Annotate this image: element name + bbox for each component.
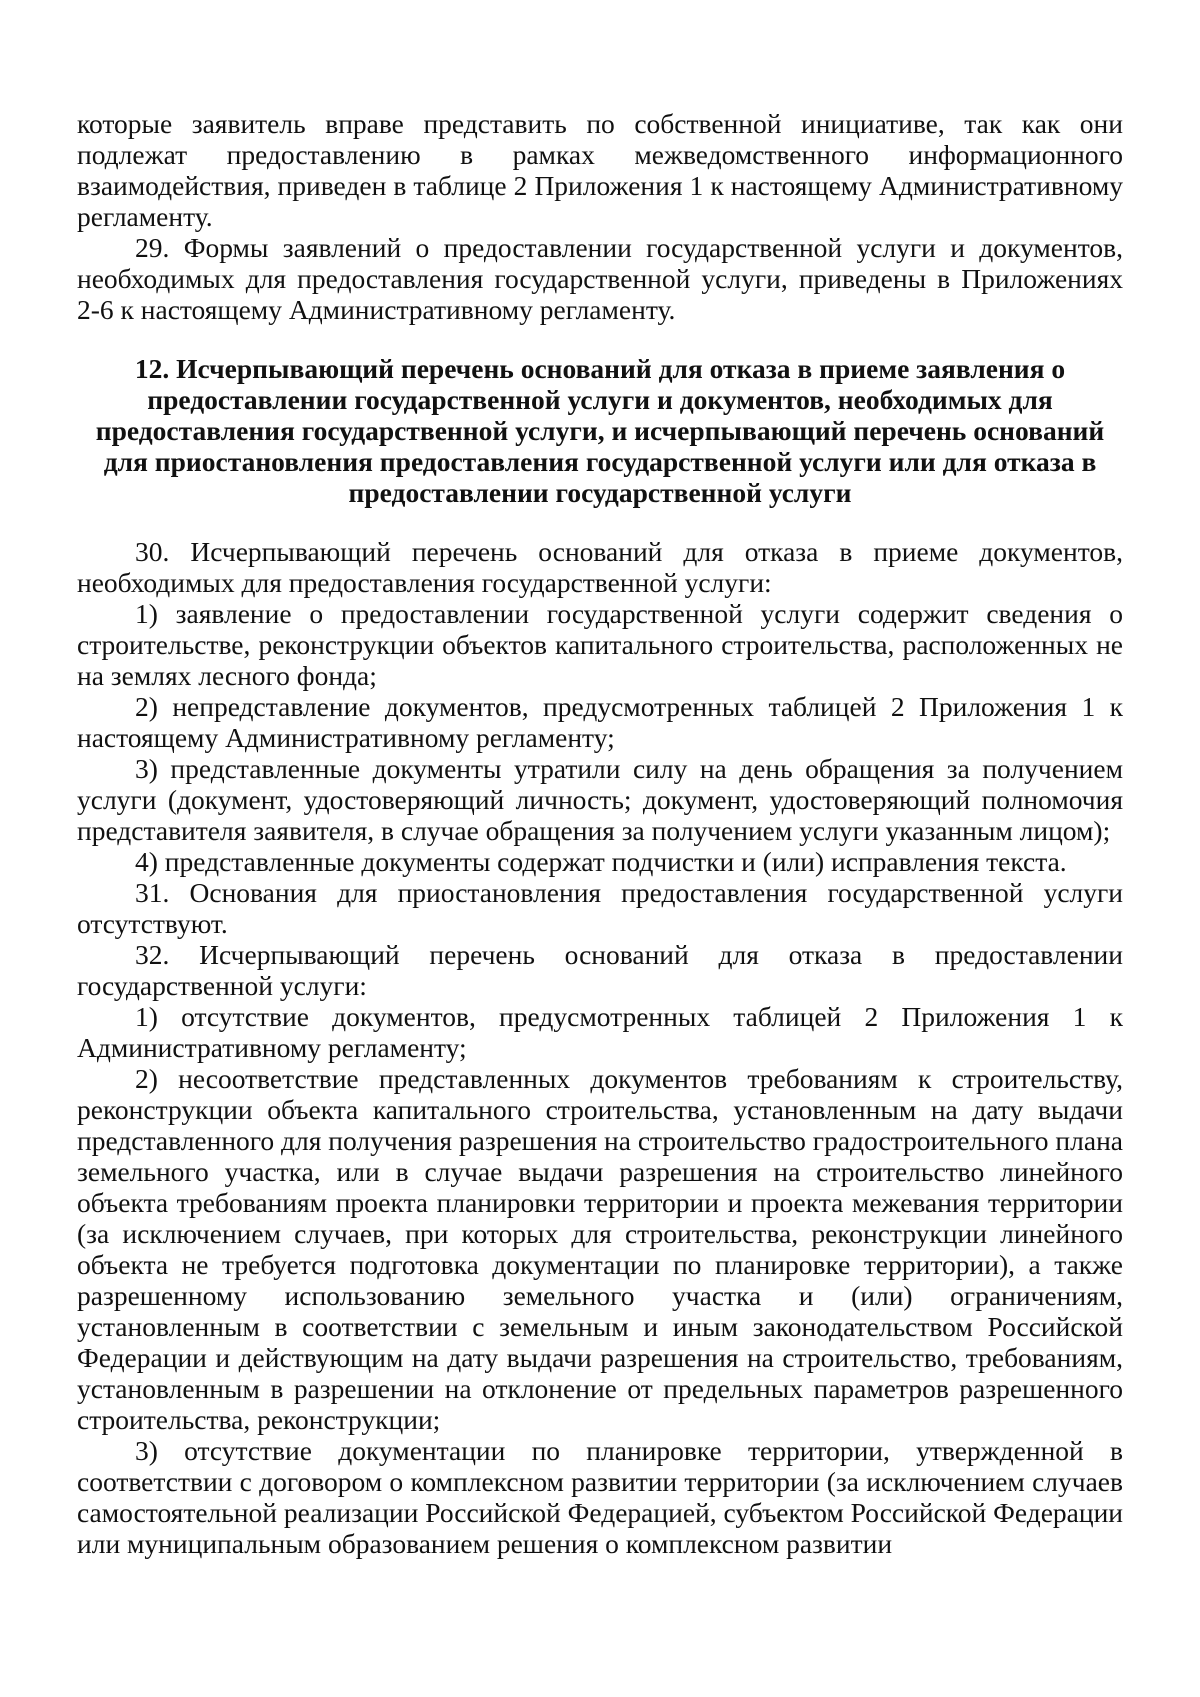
list-item-30-1: 1) заявление о предоставлении государственной услуги содержит сведения о строительстве, реконструкции объектов капитального строительства, расположенных не на землях лесного фонда;: [77, 598, 1123, 691]
section-heading: 12. Исчерпывающий перечень оснований для отказа в приеме заявления о предоставлении государственной услуги и документов, необходимых для предоставления государственной услуги, и исчерпывающий перечень оснований для приостановления предоставления государственной услуги или для отказа в предоставлении государственной услуги: [95, 353, 1105, 508]
paragraph-31: 31. Основания для приостановления предоставления государственной услуги отсутствуют.: [77, 877, 1123, 939]
list-item-30-3: 3) представленные документы утратили силу на день обращения за получением услуги (документ, удостоверяющий личность; документ, удостоверяющий полномочия представителя заявителя, в случае обращения за получением услуги указанным лицом);: [77, 753, 1123, 846]
list-item-32-2: 2) несоответствие представленных документов требованиям к строительству, реконструкции объекта капитального строительства, установленным на дату выдачи представленного для получения разрешения на строительство градостроительного плана земельного участка, или в случае выдачи разрешения на строительство линейного объекта требованиям проекта планировки территории и проекта межевания территории (за исключением случаев, при которых для строительства, реконструкции линейного объекта не требуется подготовка документации по планировке территории), а также разрешенному использованию земельного участка и (или) ограничениям, установленным в соответствии с земельным и иным законодательством Российской Федерации и действующим на дату выдачи разрешения на строительство, требованиям, установленным в разрешении на отклонение от предельных параметров разрешенного строительства, реконструкции;: [77, 1063, 1123, 1435]
list-item-30-2: 2) непредставление документов, предусмотренных таблицей 2 Приложения 1 к настоящему Административному регламенту;: [77, 691, 1123, 753]
paragraph-29: 29. Формы заявлений о предоставлении государственной услуги и документов, необходимых для предоставления государственной услуги, приведены в Приложениях 2-6 к настоящему Административному регламенту.: [77, 232, 1123, 325]
paragraph-32: 32. Исчерпывающий перечень оснований для отказа в предоставлении государственной услуги:: [77, 939, 1123, 1001]
paragraph-30: 30. Исчерпывающий перечень оснований для отказа в приеме документов, необходимых для предоставления государственной услуги:: [77, 536, 1123, 598]
list-item-32-1: 1) отсутствие документов, предусмотренных таблицей 2 Приложения 1 к Административному регламенту;: [77, 1001, 1123, 1063]
page-content: [77, 108, 1123, 1559]
list-item-32-3: 3) отсутствие документации по планировке территории, утвержденной в соответствии с договором о комплексном развитии территории (за исключением случаев самостоятельной реализации Российской Федерацией, субъектом Российской Федерации или муниципальным образованием решения о комплексном развитии: [77, 1435, 1123, 1559]
paragraph-continuation: которые заявитель вправе представить по собственной инициативе, так как они подлежат предоставлению в рамках межведомственного информационного взаимодействия, приведен в таблице 2 Приложения 1 к настоящему Административному регламенту.: [77, 108, 1123, 232]
list-item-30-4: 4) представленные документы содержат подчистки и (или) исправления текста.: [135, 846, 1067, 877]
